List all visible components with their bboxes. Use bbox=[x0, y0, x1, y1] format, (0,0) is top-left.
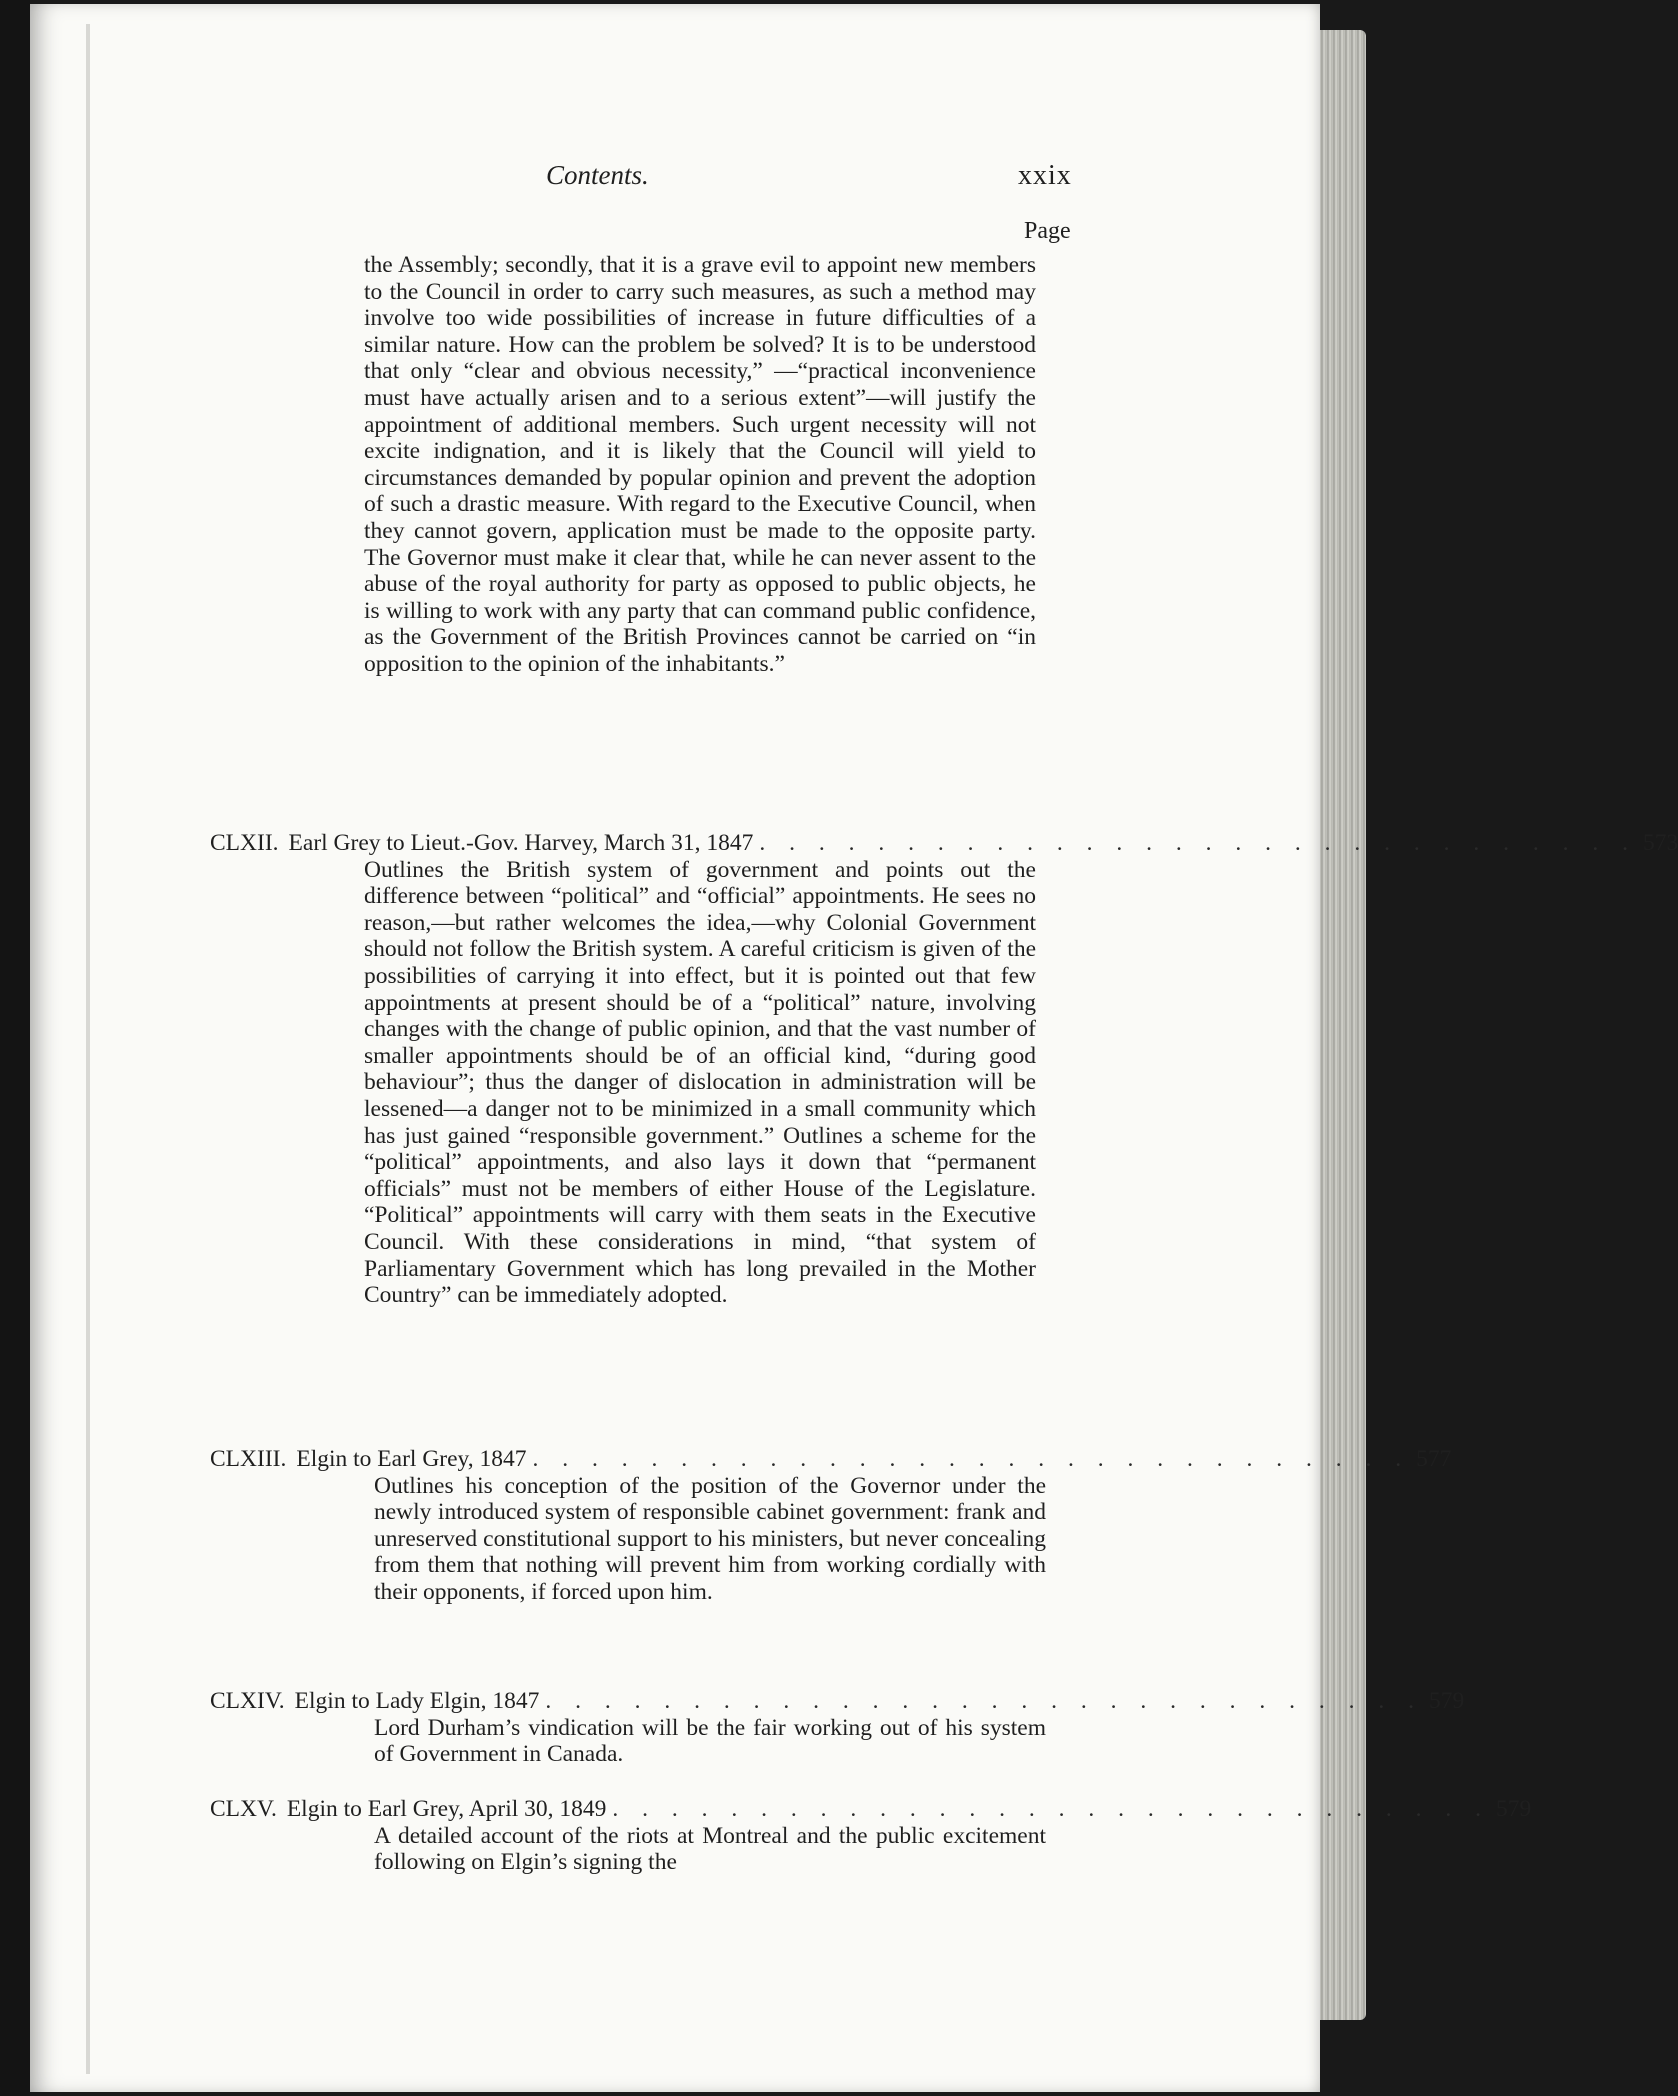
page-column-label: Page bbox=[1024, 218, 1071, 244]
entry-page-number: 579 bbox=[1496, 1796, 1532, 1822]
entry-heading bbox=[210, 1446, 1452, 1473]
dot-leader: . . . . . . . . . . . . . . . . . . . . . . . . . . . . . . bbox=[612, 1796, 1491, 1822]
entry-page-number: 579 bbox=[1429, 1688, 1465, 1714]
entry-heading bbox=[210, 830, 1678, 857]
contents-entry-clxii bbox=[210, 830, 1678, 1309]
entry-title: Elgin to Earl Grey, 1847 bbox=[296, 1446, 527, 1472]
entry-heading bbox=[210, 1796, 1532, 1823]
entry-title: Elgin to Lady Elgin, 1847 bbox=[294, 1688, 540, 1714]
contents-entry-clxiv bbox=[210, 1688, 1465, 1768]
page-fore-edge bbox=[1320, 30, 1366, 2020]
entry-heading bbox=[210, 1688, 1465, 1715]
continuation-paragraph: the Assembly; secondly, that it is a grave evil to appoint new members to the Council in order to carry such measures, as such a method may involve too wide possibilities of increase in future difficulties of a similar nature. How can the problem be solved? It is to be understood that only “clear and obvious necessity,” —“practical inconvenience must have actually arisen and to a serious extent”—will justify the appointment of additional members. Such urgent necessity will not excite indignation, and it is likely that the Council will yield to circumstances demanded by popular opinion and prevent the adoption of such a drastic measure. With regard to the Executive Council, when they cannot govern, application must be made to the opposite party. The Governor must make it clear that, while he can never assent to the abuse of the royal authority for party as opposed to public objects, he is willing to work with any party that can command public confidence, as the Government of the British Provinces cannot be carried on “in opposition to the opinion of the inhabitants.” bbox=[364, 252, 1036, 677]
entry-number: CLXIII. bbox=[210, 1446, 287, 1472]
entry-summary: Outlines his conception of the position of the Governor under the newly introduced system of responsible cabinet government: frank and unreserved constitutional support to his ministers, but never concealing from them that nothing will prevent him from working cordially with their opponents, if forced upon him. bbox=[374, 1472, 1046, 1605]
entry-number: CLXII. bbox=[210, 830, 279, 856]
entry-page-number: 577 bbox=[1416, 1446, 1452, 1472]
entry-title: Elgin to Earl Grey, April 30, 1849 bbox=[286, 1796, 607, 1822]
entry-page-number: 573 bbox=[1643, 830, 1678, 856]
entry-title: Earl Grey to Lieut.-Gov. Harvey, March 31, 1847 bbox=[288, 830, 754, 856]
contents-entry-clxiii bbox=[210, 1446, 1452, 1606]
dot-leader: . . . . . . . . . . . . . . . . . . . . . . . . . . . . . . bbox=[532, 1446, 1411, 1472]
folio-number: xxix bbox=[1018, 160, 1072, 191]
entry-summary: Lord Durham’s vindication will be the fair working out of his system of Government in Canada. bbox=[374, 1714, 1046, 1768]
binding-gutter bbox=[86, 24, 90, 2074]
entry-summary: A detailed account of the riots at Montreal and the public excitement following on Elgin’s signing the bbox=[374, 1822, 1046, 1876]
entry-number: CLXIV. bbox=[210, 1688, 285, 1714]
dot-leader: . . . . . . . . . . . . . . . . . . . . . . . . . . . . . . bbox=[545, 1688, 1424, 1714]
dot-leader: . . . . . . . . . . . . . . . . . . . . . . . . . . . . . . bbox=[759, 830, 1638, 856]
left-page-edge bbox=[0, 0, 30, 2096]
contents-entry-clxv bbox=[210, 1796, 1532, 1876]
entry-summary: Outlines the British system of government and points out the difference between “political” and “official” appointments. He sees no reason,—but rather welcomes the idea,—why Colonial Government should not follow the British system. A careful criticism is given of the possibilities of carrying it into effect, but it is pointed out that few appointments at present should be of a “political” nature, involving changes with the change of public opinion, and that the vast number of smaller appointments should be of an official kind, “during good behaviour”; thus the danger of dislocation in administration will be lessened—a danger not to be minimized in a small community which has just gained “responsible government.” Outlines a scheme for the “political” appointments, and also lays it down that “permanent officials” must not be members of either House of the Legislature. “Political” appointments will carry with them seats in the Executive Council. With these considerations in mind, “that system of Parliamentary Government which has long prevailed in the Mother Country” can be immediately adopted. bbox=[364, 856, 1036, 1309]
entry-number: CLXV. bbox=[210, 1796, 277, 1822]
running-title: Contents. bbox=[546, 160, 649, 190]
